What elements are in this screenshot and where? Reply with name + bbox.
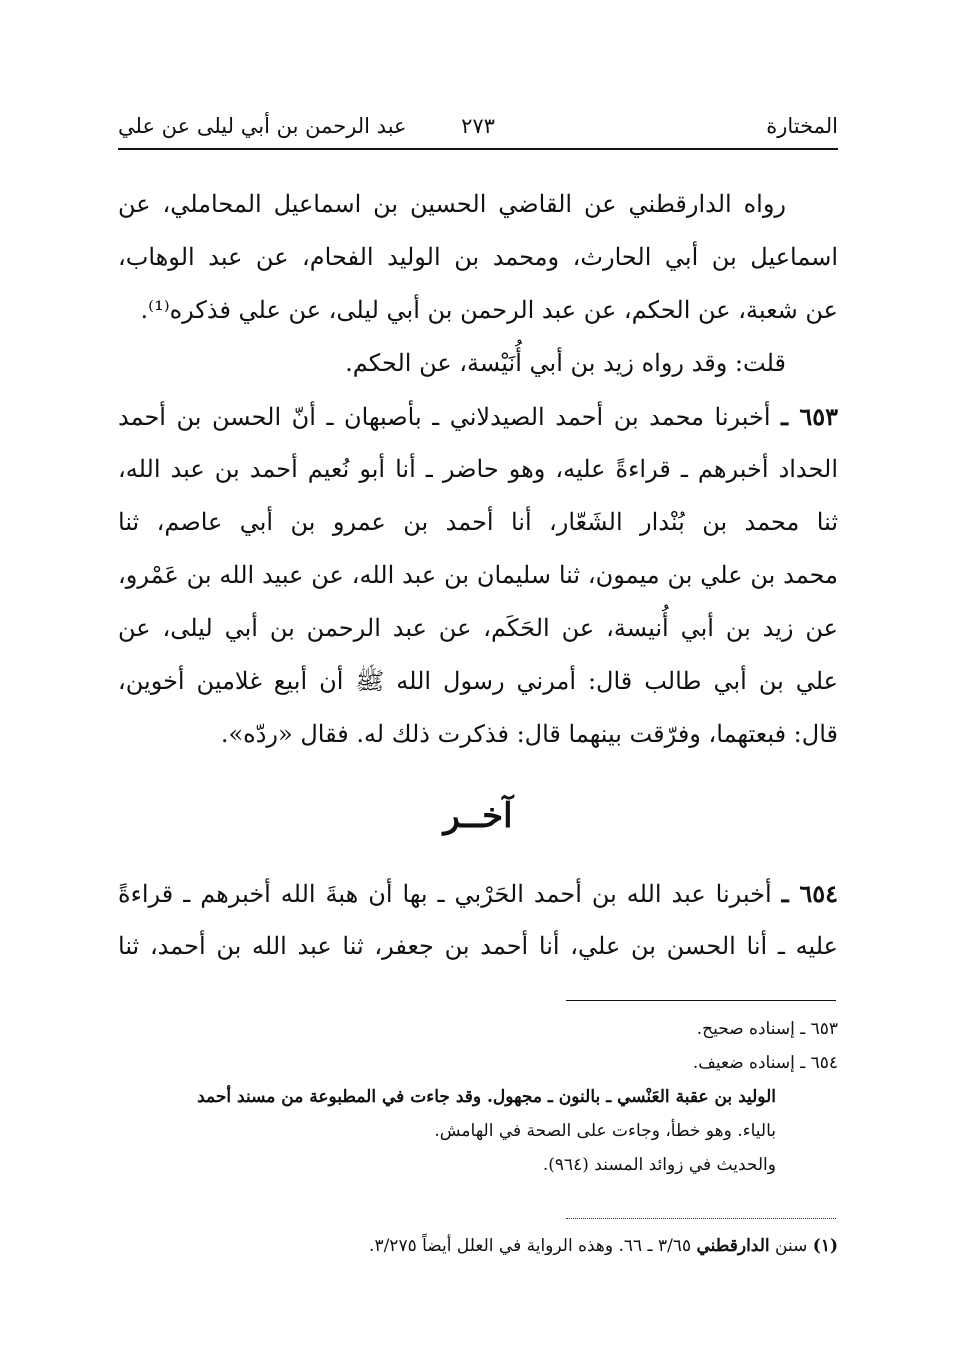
text-line: قال: فبعتهما، وفرّقت بينهما قال: فذكرت ذلك له. فقال «ردّه». [220,720,838,748]
note-653: ٦٥٣ ـ إسناده صحيح. [696,1019,838,1039]
text-line: الحداد أخبرهم ـ قراءةً عليه، وهو حاضر ـ أنا أبو نُعيم أحمد بن عبد الله، [118,455,838,483]
text-line: عن زيد بن أبي أُنيسة، عن الحَكَم، عن عبد الرحمن بن أبي ليلى، عن [118,614,838,642]
main-text [118,178,838,973]
note-654: ٦٥٤ ـ إسناده ضعيف. [692,1053,838,1073]
text-line: عن شعبة، عن الحكم، عن عبد الرحمن بن أبي ليلى، عن علي فذكره⁽¹⁾. [140,296,838,324]
footnote-marker: (١) [812,1236,838,1256]
notes-rule [566,1000,836,1001]
hadith-653-first-line: ٦٥٣ ـ أخبرنا محمد بن أحمد الصيدلاني ـ بأصبهان ـ أنّ الحسن بن أحمد [118,402,838,431]
section-title-header: عبد الرحمن بن أبي ليلى عن علي [118,114,407,138]
hadith-number: ٦٥٤ ـ [781,879,838,908]
note-654-detail: بالياء. وهو خطأ، وجاءت على الصحة في الهامش. [434,1121,776,1141]
hadith-654-first-line: ٦٥٤ ـ أخبرنا عبد الله بن أحمد الحَرْبي ـ بها أن هبةَ الله أخبرهم ـ قراءةً [118,879,838,908]
text-line: ثنا محمد بن بُنْدار الشَعّار، أنا أحمد بن عمرو بن أبي عاصم، ثنا [118,508,838,536]
text-line: محمد بن علي بن ميمون، ثنا سليمان بن عبد الله، عن عبيد الله بن عَمْرو، [118,561,838,589]
footnote: (١) سنن الدارقطني ٣/٦٥ ـ ٦٦. وهذه الرواية في العلل أيضاً ٣/٢٧٥. [369,1236,838,1256]
text-line: رواه الدارقطني عن القاضي الحسين بن اسماعيل المحاملي، عن [118,190,786,218]
page-number: ٢٧٣ [461,114,495,138]
editor-notes [118,1012,838,1182]
hadith-number: ٦٥٣ ـ [781,402,838,431]
book-title: المختارة [766,114,838,138]
qult-line: قلت: وقد رواه زيد بن أبي أُنَيْسة، عن الحكم. [345,349,786,377]
running-header [118,108,838,148]
note-654-detail: الوليد بن عقبة العَنْسي ـ بالنون ـ مجهول. وقد جاءت في المطبوعة من مسند أحمد [197,1087,776,1107]
text-line: علي بن أبي طالب قال: أمرني رسول الله ﷺ أن أبيع غلامين أخوين، [118,667,838,695]
footnote-source: الدارقطني [696,1236,770,1256]
text-line: عليه ـ أنا الحسن بن علي، أنا أحمد بن جعفر، ثنا عبد الله بن أحمد، ثنا [118,932,838,960]
footnote-rule [566,1218,836,1219]
note-654-detail: والحديث في زوائد المسند (٩٦٤). [542,1155,776,1175]
section-heading: آخــر [443,796,513,836]
text-line: اسماعيل بن أبي الحارث، ومحمد بن الوليد الفحام، عن عبد الوهاب، [118,243,838,271]
header-rule [118,148,838,150]
